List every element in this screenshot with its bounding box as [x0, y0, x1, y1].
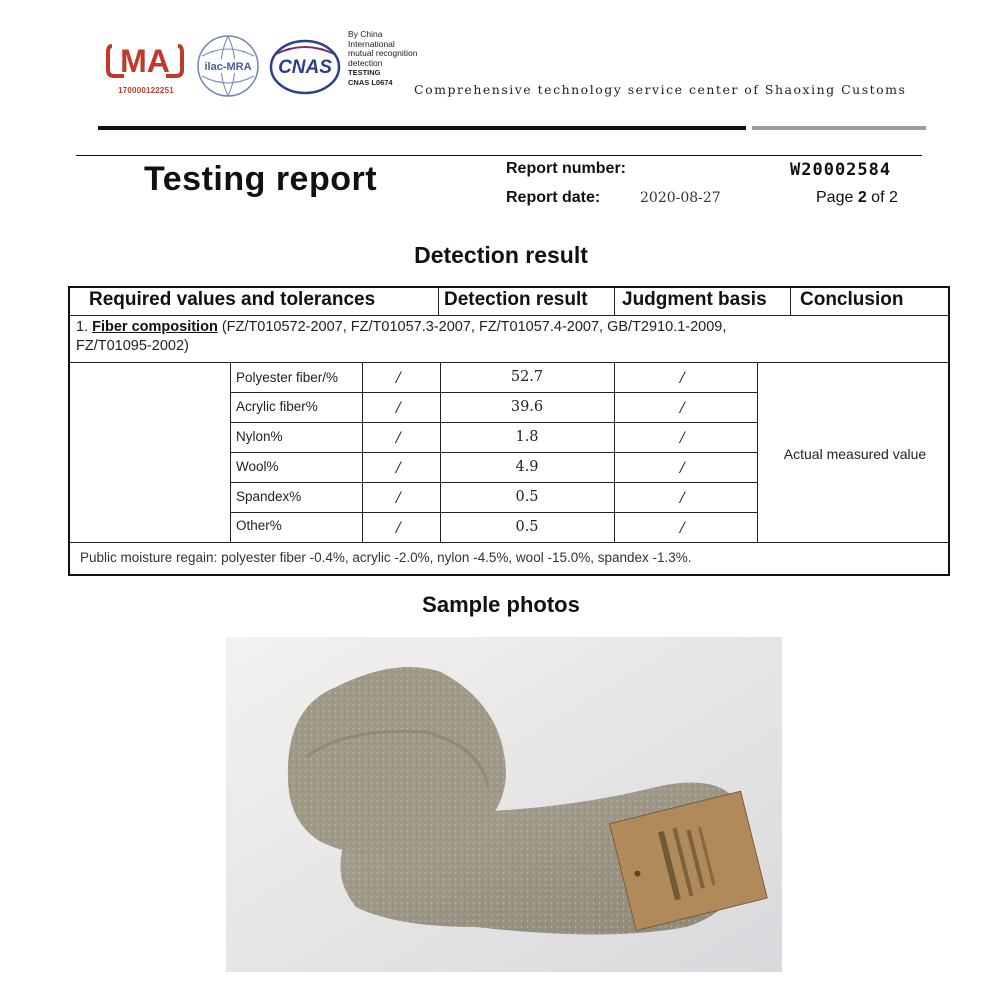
report-date-value: 2020-08-27 — [640, 190, 721, 206]
cnas-caption-line: detection — [348, 57, 383, 68]
cma-text: MA — [120, 43, 170, 79]
report-number-label: Report number: — [506, 160, 626, 177]
table-divider — [230, 422, 757, 423]
sample-sock-photo — [226, 637, 782, 972]
header-rule-grey — [752, 126, 926, 130]
page-prefix: Page — [816, 189, 858, 206]
item-number: 1. — [76, 319, 93, 335]
cnas-logo — [268, 38, 342, 96]
required-value: / — [396, 370, 401, 386]
result-value: 52.7 — [510, 369, 544, 385]
cnas-caption — [348, 30, 458, 87]
cma-number: 170000122251 — [118, 86, 174, 95]
header-required-values: Required values and tolerances — [89, 289, 376, 310]
fiber-name: Acrylic fiber% — [236, 399, 318, 414]
required-value: / — [396, 400, 401, 416]
required-value: / — [396, 430, 401, 446]
report-title: Testing report — [144, 160, 378, 198]
judgment-basis-value: / — [680, 460, 685, 476]
cnas-caption-line: TESTING — [348, 68, 381, 77]
fiber-name: Spandex% — [236, 489, 302, 504]
report-number-value: W20002584 — [790, 160, 892, 180]
table-divider — [230, 392, 757, 393]
table-divider — [70, 362, 948, 363]
judgment-basis-value: / — [680, 520, 685, 536]
result-value: 0.5 — [515, 519, 539, 535]
ilac-text: ilac-MRA — [204, 61, 252, 73]
report-date-label: Report date: — [506, 189, 601, 206]
fiber-name: Nylon% — [236, 429, 283, 444]
page-current: 2 — [857, 189, 867, 206]
moisture-regain-note: Public moisture regain: polyester fiber -0.4%, acrylic -2.0%, nylon -4.5%, wool -15.0%, spandex -1.3%. — [80, 550, 692, 565]
table-divider — [230, 452, 757, 453]
result-value: 0.5 — [515, 489, 539, 505]
table-divider — [70, 542, 948, 543]
table-divider — [230, 512, 757, 513]
table-divider — [438, 288, 439, 315]
conclusion-value: Actual measured value — [783, 446, 927, 462]
header-judgment-basis: Judgment basis — [622, 289, 767, 310]
page-suffix: of 2 — [866, 189, 898, 206]
required-value: / — [396, 520, 401, 536]
cnas-caption-line: International — [348, 38, 395, 49]
required-value: / — [396, 490, 401, 506]
detection-section-title: Detection result — [414, 242, 588, 268]
fiber-name: Wool% — [236, 459, 279, 474]
result-value: 1.8 — [515, 429, 539, 445]
cnas-text: CNAS — [278, 57, 332, 78]
judgment-basis-value: / — [680, 490, 685, 506]
table-divider — [614, 288, 615, 315]
judgment-basis-value: / — [680, 370, 685, 386]
judgment-basis-value: / — [680, 430, 685, 446]
table-divider — [230, 482, 757, 483]
standards-line-2: FZ/T01095-2002) — [76, 338, 189, 354]
result-value: 4.9 — [515, 459, 539, 475]
judgment-basis-value: / — [680, 400, 685, 416]
fiber-name: Polyester fiber/% — [236, 370, 339, 385]
result-value: 39.6 — [510, 399, 544, 415]
ilac-mra-logo — [196, 34, 260, 98]
cnas-caption-line: CNAS L0674 — [348, 77, 393, 87]
table-divider — [790, 288, 791, 315]
table-divider — [70, 315, 948, 316]
item-name: Fiber composition — [92, 319, 218, 335]
center-name: Comprehensive technology service center of Shaoxing Customs — [414, 82, 907, 97]
sample-photos-title: Sample photos — [422, 592, 580, 617]
header-rule — [98, 126, 746, 130]
standards-line: (FZ/T010572-2007, FZ/T01057.3-2007, FZ/T01057.4-2007, GB/T2910.1-2009, — [217, 319, 727, 335]
page-number — [816, 189, 898, 207]
cnas-caption-line: mutual recognition — [348, 48, 418, 58]
cma-logo — [106, 40, 184, 82]
fiber-name: Other% — [236, 518, 282, 533]
fiber-composition-line — [76, 319, 726, 335]
table-divider — [757, 362, 758, 542]
header-conclusion: Conclusion — [800, 289, 904, 310]
required-value: / — [396, 460, 401, 476]
cnas-caption-line: By China — [348, 29, 383, 39]
header-detection-result: Detection result — [444, 289, 588, 310]
title-rule — [76, 155, 922, 156]
